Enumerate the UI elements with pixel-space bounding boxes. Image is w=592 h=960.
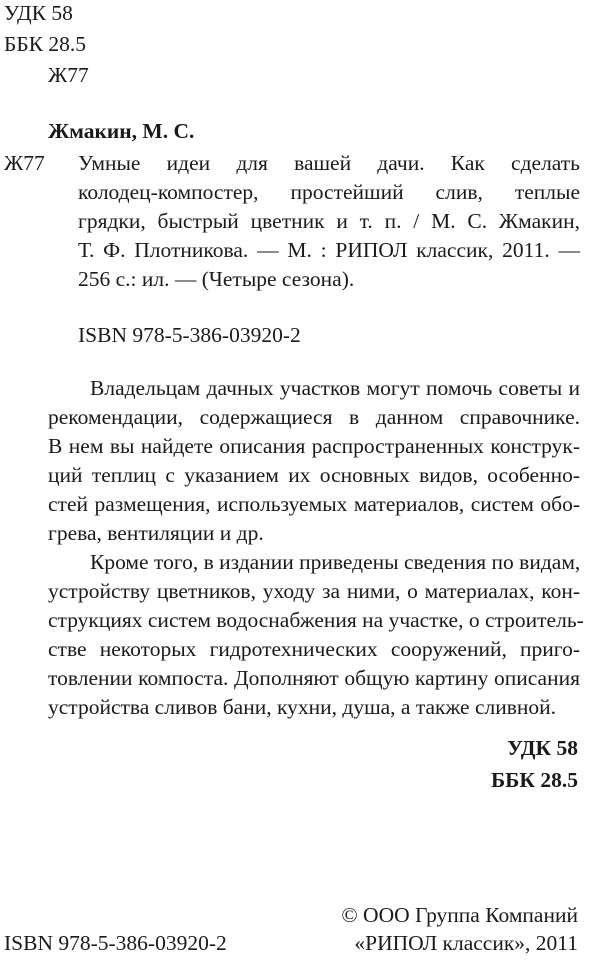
- description-line: колодец-компостер, простейший слив, теплые: [78, 180, 580, 204]
- udk-code-bottom: УДК 58: [507, 736, 578, 760]
- udk-code-top: УДК 58: [4, 1, 73, 25]
- annotation-line: стве некоторых гидротехнических сооружений, приго-: [48, 637, 580, 661]
- description-line: Умные идеи для вашей дачи. Как сделать: [78, 151, 580, 175]
- annotation-line: рекомендации, содержащиеся в данном справочнике.: [48, 405, 580, 429]
- annotation-line: Кроме того, в издании приведены сведения по видам,: [90, 550, 581, 574]
- isbn: ISBN 978-5-386-03920-2: [78, 323, 301, 347]
- annotation-line: стей размещения, используемых материалов, систем обо-: [48, 492, 580, 516]
- annotation-line: грева, вентиляции и др.: [48, 521, 264, 545]
- annotation-line: В нем вы найдете описания распространенных конструк-: [48, 434, 580, 458]
- author-mark-top: Ж77: [48, 63, 89, 87]
- bbk-code-bottom: ББК 28.5: [490, 768, 578, 792]
- copyright-line-2: «РИПОЛ классик», 2011: [354, 931, 578, 955]
- description-line: 256 с.: ил. — (Четыре сезона).: [78, 267, 355, 291]
- copyright-line-1: © ООО Группа Компаний: [341, 903, 578, 927]
- annotation-line: струкциях систем водоснабжения на участке, о строитель-: [48, 608, 584, 632]
- isbn-bottom: ISBN 978-5-386-03920-2: [4, 931, 227, 955]
- annotation-line: ций теплиц с указанием их основных видов, особенно-: [48, 463, 580, 487]
- annotation-line: Владельцам дачных участков могут помочь советы и: [90, 376, 580, 400]
- annotation-line: устройства сливов бани, кухни, душа, а также сливной.: [48, 695, 557, 719]
- author-mark-side: Ж77: [4, 151, 45, 175]
- author-name: Жмакин, М. С.: [48, 119, 195, 143]
- annotation-line: товлении компоста. Дополняют общую картину описания: [48, 666, 580, 690]
- annotation-line: устройству цветников, уходу за ними, о материалах, кон-: [48, 579, 580, 603]
- bbk-code-top: ББК 28.5: [4, 32, 87, 56]
- description-line: Т. Ф. Плотникова. — М. : РИПОЛ классик, 2011. —: [78, 238, 580, 262]
- description-line: грядки, быстрый цветник и т. п. / М. С. Жмакин,: [78, 209, 580, 233]
